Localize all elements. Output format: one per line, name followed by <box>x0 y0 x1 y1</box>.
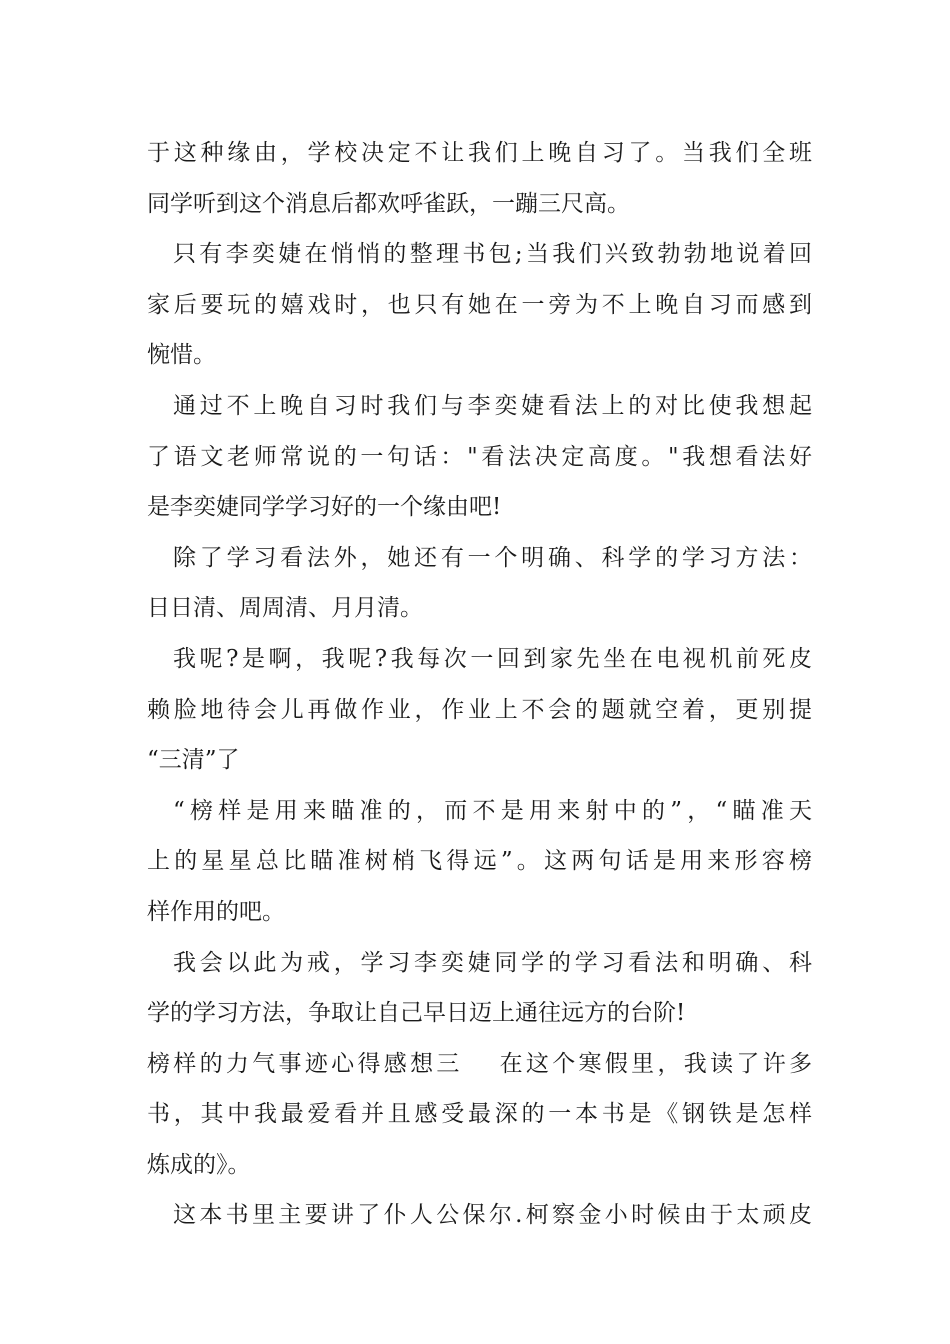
text-line: 学的学习方法，争取让自己早日迈上通往远方的台阶! <box>147 1000 686 1027</box>
text-line: 炼成的》。 <box>147 1151 251 1178</box>
text-line: 家后要玩的嬉戏时，也只有她在一旁为不上晚自习而感到 <box>147 291 812 318</box>
text-line: 通过不上晚自习时我们与李奕婕看法上的对比使我想起 <box>173 392 812 419</box>
text-line: 是李奕婕同学学习好的一个缘由吧! <box>147 494 502 521</box>
text-line: 日日清、周周清、月月清。 <box>147 595 423 622</box>
text-line: 赖脸地待会儿再做作业，作业上不会的题就空着，更别提 <box>147 696 812 723</box>
text-line: 惋惜。 <box>147 342 216 369</box>
text-line: 上的星星总比瞄准树梢飞得远”。这两句话是用来形容榜 <box>147 848 812 875</box>
text-line: 同学听到这个消息后都欢呼雀跃，一蹦三尺高。 <box>147 190 630 217</box>
text-line: “榜样是用来瞄准的，而不是用来射中的”，“瞄准天 <box>173 797 812 824</box>
text-line: 这本书里主要讲了仆人公保尔.柯察金小时候由于太顽皮 <box>173 1202 812 1229</box>
text-line: 我呢?是啊，我呢?我每次一回到家先坐在电视机前死皮 <box>173 645 812 672</box>
text-line: 我会以此为戒，学习李奕婕同学的学习看法和明确、科 <box>173 949 812 976</box>
body-text <box>147 128 812 1241</box>
text-line: 样作用的吧。 <box>147 898 285 925</box>
text-line: 只有李奕婕在悄悄的整理书包;当我们兴致勃勃地说着回 <box>173 241 812 268</box>
text-line: 了语文老师常说的一句话："看法决定高度。"我想看法好 <box>147 443 812 470</box>
text-line: “三清”了 <box>147 747 240 774</box>
text-line: 除了学习看法外，她还有一个明确、科学的学习方法： <box>173 544 812 571</box>
text-line: 书，其中我最爱看并且感受最深的一本书是《钢铁是怎样 <box>147 1101 812 1128</box>
text-line: 于这种缘由，学校决定不让我们上晚自习了。当我们全班 <box>147 140 812 166</box>
text-line: 榜样的力气事迹心得感想三 在这个寒假里，我读了许多 <box>147 1050 812 1077</box>
